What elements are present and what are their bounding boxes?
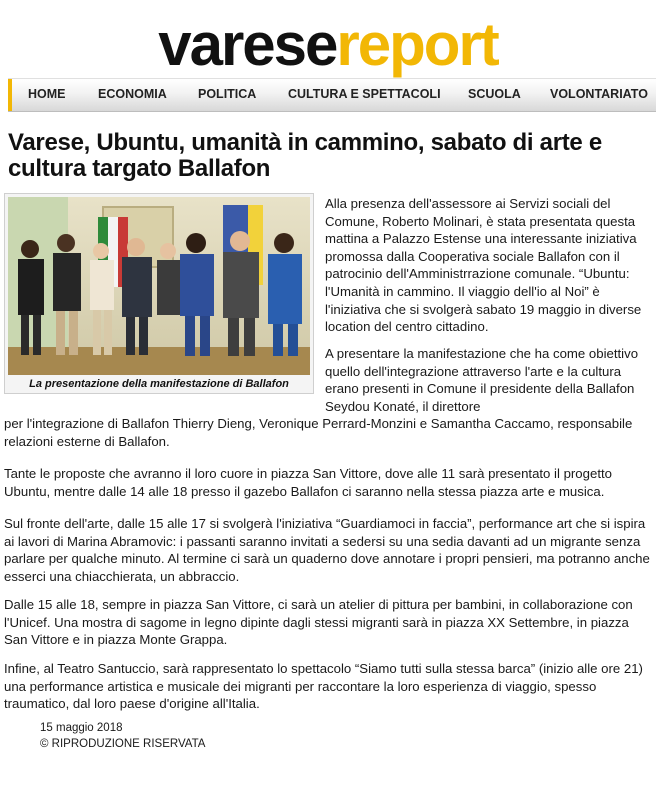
photo-caption: La presentazione della manifestazione di Ballafon	[29, 378, 289, 390]
masthead	[0, 12, 656, 78]
nav-cultura-e-spettacoli[interactable]: CULTURA E SPETTACOLI	[288, 87, 441, 101]
logo-part-report: report	[336, 11, 498, 78]
article-paragraph-1: Alla presenza dell'assessore ai Servizi sociali del Comune, Roberto Molinari, è stata presentata questa mattina a Palazzo Estense una interessante iniziativa promossa dalla Cooperativa sociale Ballafon con il patrocinio dell'Amministrrazione comunale. “Ubuntu: l'Umanità in cammino. Il viaggio dell'io al Noi” è l'iniziativa che si svolgerà sabato 19 maggio in diverse location del centro cittadino.	[325, 196, 642, 335]
main-nav	[8, 78, 656, 112]
nav-scuola[interactable]: SCUOLA	[468, 87, 521, 101]
article-paragraph-2: A presentare la manifestazione che ha come obiettivo quello dell'integrazione attraverso l'arte e la cultura erano presenti in Comune il presidente della Ballafon Seydou Konaté, il direttore	[325, 346, 639, 414]
article-paragraph-3: Tante le proposte che avranno il loro cuore in piazza San Vittore, dove alle 11 sarà presentato il progetto Ubuntu, mentre dalle 14 alle 18 presso il gazebo Ballafon ci saranno nella stessa piazza arte e musica.	[4, 466, 612, 499]
article-figure	[4, 193, 314, 394]
article-paragraph-6: Infine, al Teatro Santuccio, sarà rappresentato lo spettacolo “Siamo tutti sulla stessa barca” (inizio alle ore 21) una performance artistica e musicale dei migranti per raccontare la loro esperienza di viaggio, spesso traumatico, dal loro paese d'origine all'Italia.	[4, 661, 643, 712]
nav-economia[interactable]: ECONOMIA	[98, 87, 167, 101]
article-title: Varese, Ubuntu, umanità in cammino, sabato di arte e cultura targato Ballafon	[8, 129, 602, 182]
article-photo	[8, 197, 310, 375]
article-paragraph-2-continued: per l'integrazione di Ballafon Thierry Dieng, Veronique Perrard-Monzini e Samantha Caccamo, responsabile relazioni esterne di Ballafon.	[4, 416, 633, 449]
article-paragraph-4: Sul fronte dell'arte, dalle 15 alle 17 si svolgerà l'iniziativa “Guardiamoci in faccia”, performance art che si ispira ai lavori di Marina Abramovic: i passanti saranno invitati a sedersi su una sedia davanti ad un migrante senza parlare per qualche minuto. Al termine ci sarà un quaderno dove annotare i propri pensieri, ma potranno anche esserci una chiacchierata, un abbraccio.	[4, 516, 650, 584]
copyright-notice: © RIPRODUZIONE RISERVATA	[40, 738, 206, 750]
nav-volontariato[interactable]: VOLONTARIATO	[550, 87, 648, 101]
site-logo[interactable]	[0, 12, 656, 78]
article-paragraph-5: Dalle 15 alle 18, sempre in piazza San Vittore, ci sarà un atelier di pittura per bambini, in collaborazione con l'Unicef. Una mostra di sagome in legno dipinte dagli stessi migranti sarà in piazza XX Settembre, in piazza San Vittore e in piazza Monte Grappa.	[4, 597, 633, 648]
logo-part-varese: varese	[158, 11, 337, 78]
nav-home[interactable]: HOME	[28, 87, 66, 101]
nav-politica[interactable]: POLITICA	[198, 87, 257, 101]
article-date: 15 maggio 2018	[40, 722, 123, 734]
